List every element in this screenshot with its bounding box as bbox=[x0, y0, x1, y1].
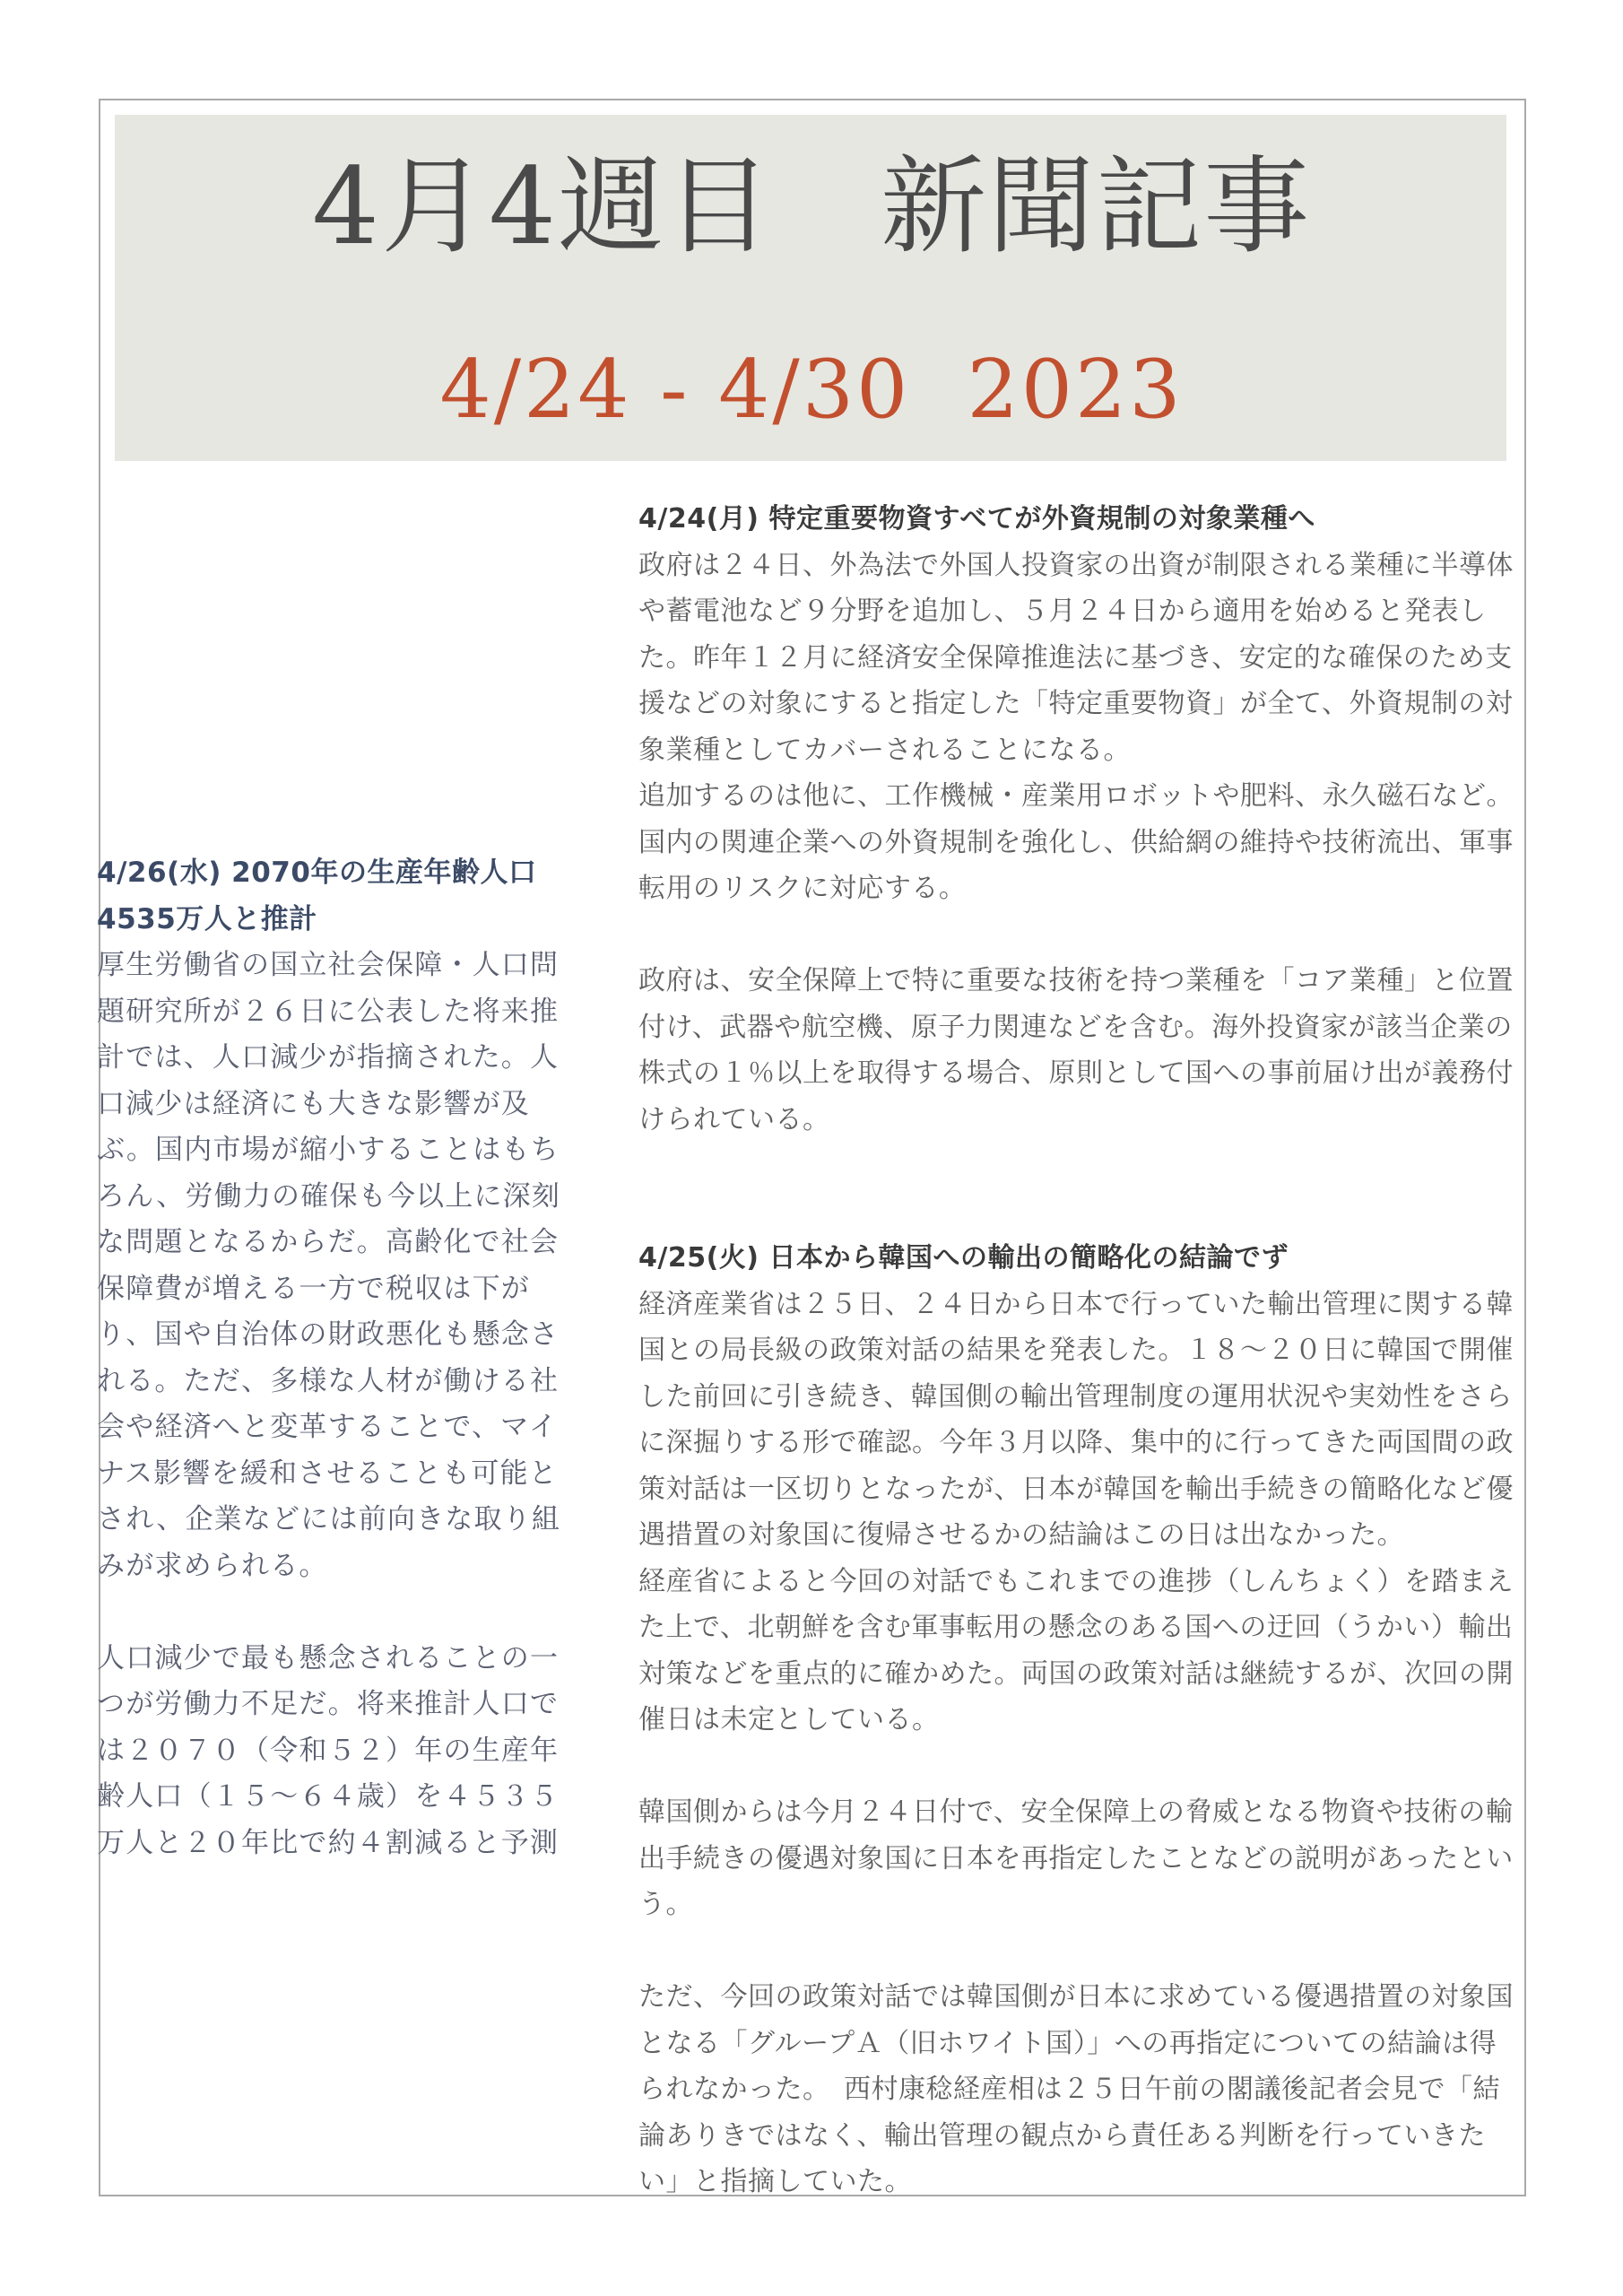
page-title: 4月4週目 新聞記事 bbox=[311, 144, 1312, 268]
article-paragraph: 政府は２４日、外為法で外国人投資家の出資が制限される業種に半導体や蓄電池など９分野を追加し、５月２４日から適用を始めると発表した。昨年１２月に経済安全保障推進法に基づき、安定的な確保のため支援などの対象にすると指定した「特定重要物資」が全て、外資規制の対象業種としてカバーされることになる。 bbox=[638, 549, 1514, 766]
right-column bbox=[638, 496, 1515, 2205]
article-paragraph: ただ、今回の政策対話では韓国側が日本に求めている優遇措置の対象国となる「グループＡ（旧ホワイト国）」への再指定についての結論は得られなかった。 西村康稔経産相は２５日午前の閣議後記者会見で「結論ありきではなく、輸出管理の観点から責任ある判断を行っていきたい」と指摘していた。 bbox=[638, 1981, 1514, 2197]
article-paragraph: 経産省によると今回の対話でもこれまでの進捗（しんちょく）を踏まえた上で、北朝鮮を含む軍事転用の懸念のある国への迂回（うかい）輸出対策などを重点的に確かめた。両国の政策対話は継続するが、次回の開催日は未定としている。 bbox=[638, 1565, 1514, 1735]
article-paragraph: 追加するのは他に、工作機械・産業用ロボットや肥料、永久磁石など。国内の関連企業への外資規制を強化し、供給網の維持や技術流出、軍事転用のリスクに対応する。 bbox=[638, 780, 1514, 904]
article-paragraph: 厚生労働省の国立社会保障・人口問題研究所が２６日に公表した将来推計では、人口減少が指摘された。人口減少は経済にも大きな影響が及ぶ。国内市場が縮小することはもちろん、労働力の確保も今以上に深刻な問題となるからだ。高齢化で社会保障費が増える一方で税収は下がり、国や自治体の財政悪化も懸念される。ただ、多様な人材が働ける社会や経済へと変革することで、マイナス影響を緩和させることも可能とされ、企業などには前向きな取り組みが求められる。 bbox=[97, 949, 561, 1582]
article-0426 bbox=[97, 850, 581, 1866]
article-paragraph: 韓国側からは今月２４日付で、安全保障上の脅威となる物資や技術の輸出手続きの優遇対象国に日本を再指定したことなどの説明があったという。 bbox=[638, 1796, 1514, 1920]
article-paragraph: 経済産業省は２５日、２４日から日本で行っていた輸出管理に関する韓国との局長級の政策対話の結果を発表した。１８～２０日に韓国で開催した前回に引き続き、韓国側の輸出管理制度の運用状況や実効性をさらに深掘りする形で確認。今年３月以降、集中的に行ってきた両国間の政策対話は一区切りとなったが、日本が韓国を輸出手続きの簡略化など優遇措置の対象国に復帰させるかの結論はこの日は出なかった。 bbox=[638, 1288, 1514, 1551]
article-headline: 4/25(火) 日本から韓国への輸出の簡略化の結論でず bbox=[638, 1242, 1289, 1274]
article-0424 bbox=[638, 496, 1515, 1143]
article-headline: 4/26(水) 2070年の生産年齢人口 bbox=[97, 857, 537, 889]
date-range: 4/24 - 4/30 2023 bbox=[439, 343, 1184, 437]
article-headline-cont: 4535万人と推計 bbox=[97, 902, 317, 935]
article-paragraph: 人口減少で最も懸念されることの一つが労働力不足だ。将来推計人口では２０７０（令和５２）年の生産年齢人口（１５～６４歳）を４５３５万人と２０年比で約４割減ると予測 bbox=[97, 1641, 560, 1859]
article-0425 bbox=[638, 1235, 1515, 2205]
article-headline: 4/24(月) 特定重要物資すべてが外資規制の対象業種へ bbox=[638, 503, 1315, 535]
section-gap bbox=[638, 1189, 1515, 1236]
article-paragraph: 政府は、安全保障上で特に重要な技術を持つ業種を「コア業種」と位置付け、武器や航空機、原子力関連などを含む。海外投資家が該当企業の株式の１％以上を取得する場合、原則として国への事前届け出が義務付けられている。 bbox=[638, 965, 1514, 1135]
